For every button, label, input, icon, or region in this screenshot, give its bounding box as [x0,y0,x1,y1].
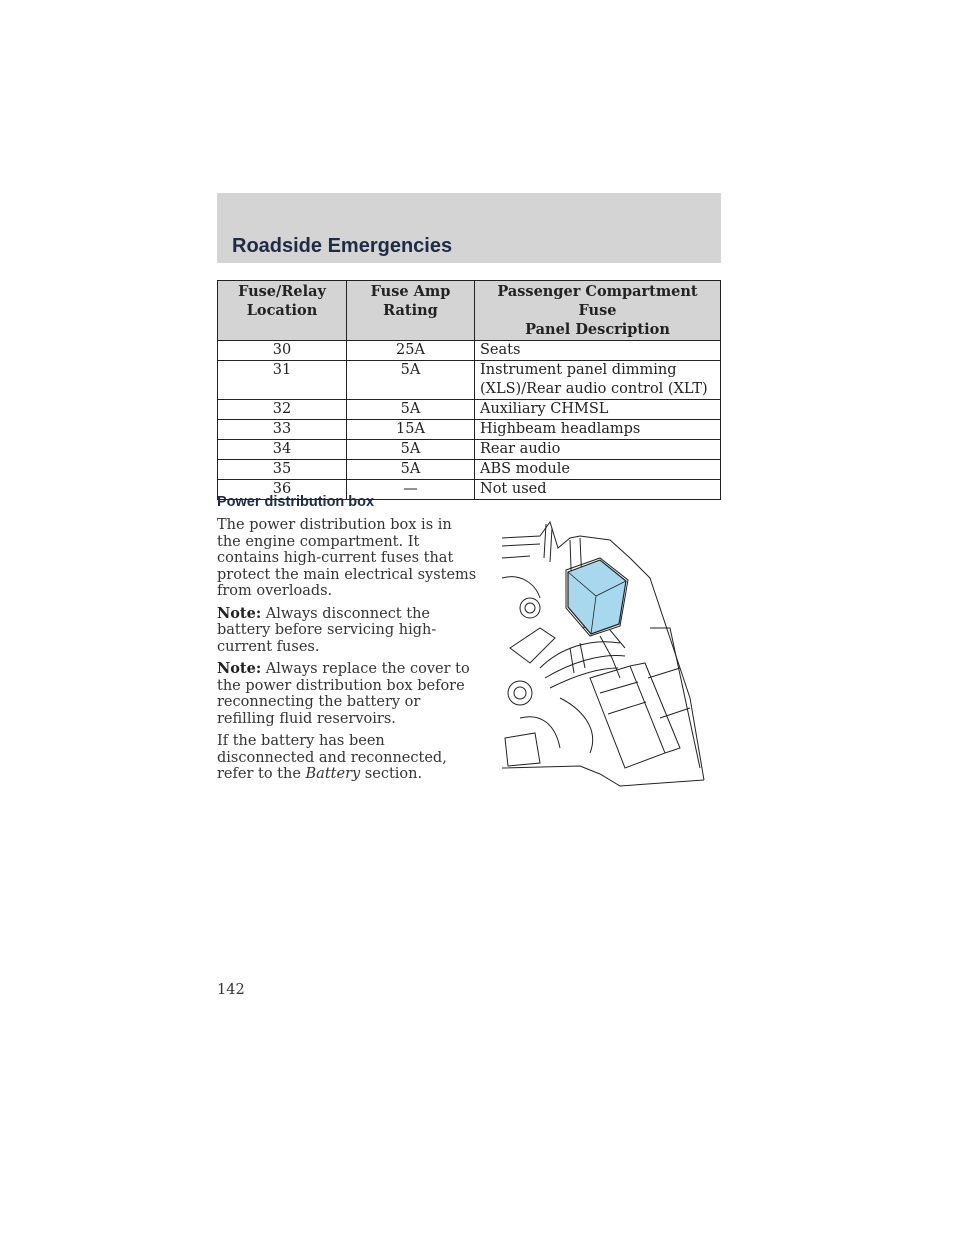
cell-location: 34 [218,440,347,460]
cell-location: 31 [218,361,347,400]
cell-rating: 25A [347,341,475,361]
cell-location: 35 [218,460,347,480]
paragraph-battery: If the battery has been disconnected and reconnected, refer to the Battery section. [217,733,447,782]
cell-rating: — [347,480,475,500]
cell-location: 33 [218,420,347,440]
cell-description: Not used [475,480,721,500]
cell-rating: 5A [347,400,475,420]
cell-description: Instrument panel dimming (XLS)/Rear audio control (XLT) [475,361,721,400]
section-heading: Power distribution box [217,494,375,510]
table-header-row [218,281,721,341]
cell-description: ABS module [475,460,721,480]
engine-compartment-illustration [500,518,706,788]
note-disconnect: Note: Always disconnect the battery before servicing high-current fuses. [217,604,437,655]
page-title: Roadside Emergencies [232,235,453,257]
cell-description: Rear audio [475,440,721,460]
note-replace-cover: Note: Always replace the cover to the power distribution box before reconnecting the battery or refilling fluid reservoirs. [217,660,470,727]
section-header-band [217,193,721,263]
table-row [218,440,721,460]
cell-location: 36 [218,480,347,500]
cell-description: Highbeam headlamps [475,420,721,440]
column-header-location: Fuse/Relay Location [218,281,347,341]
cell-rating: 5A [347,440,475,460]
table-row [218,400,721,420]
page-number: 142 [217,982,245,998]
cell-rating: 5A [347,460,475,480]
body-text [217,517,477,789]
fuse-table [217,280,721,500]
cell-location: 32 [218,400,347,420]
cell-description: Seats [475,341,721,361]
table-row [218,361,721,400]
power-distribution-box-diagram-icon [500,518,706,788]
battery-section-reference: Battery [305,766,361,782]
note-label: Note: [217,660,262,677]
paragraph-intro: The power distribution box is in the engine compartment. It contains high-current fuses that protect the main electrical systems from overloads. [217,517,477,599]
table-row [218,420,721,440]
cell-rating: 15A [347,420,475,440]
table-row [218,460,721,480]
column-header-description: Passenger Compartment Fuse Panel Description [475,281,721,341]
table-row [218,341,721,361]
cell-description: Auxiliary CHMSL [475,400,721,420]
column-header-rating: Fuse Amp Rating [347,281,475,341]
cell-rating: 5A [347,361,475,400]
note-label: Note: [217,604,262,622]
cell-location: 30 [218,341,347,361]
